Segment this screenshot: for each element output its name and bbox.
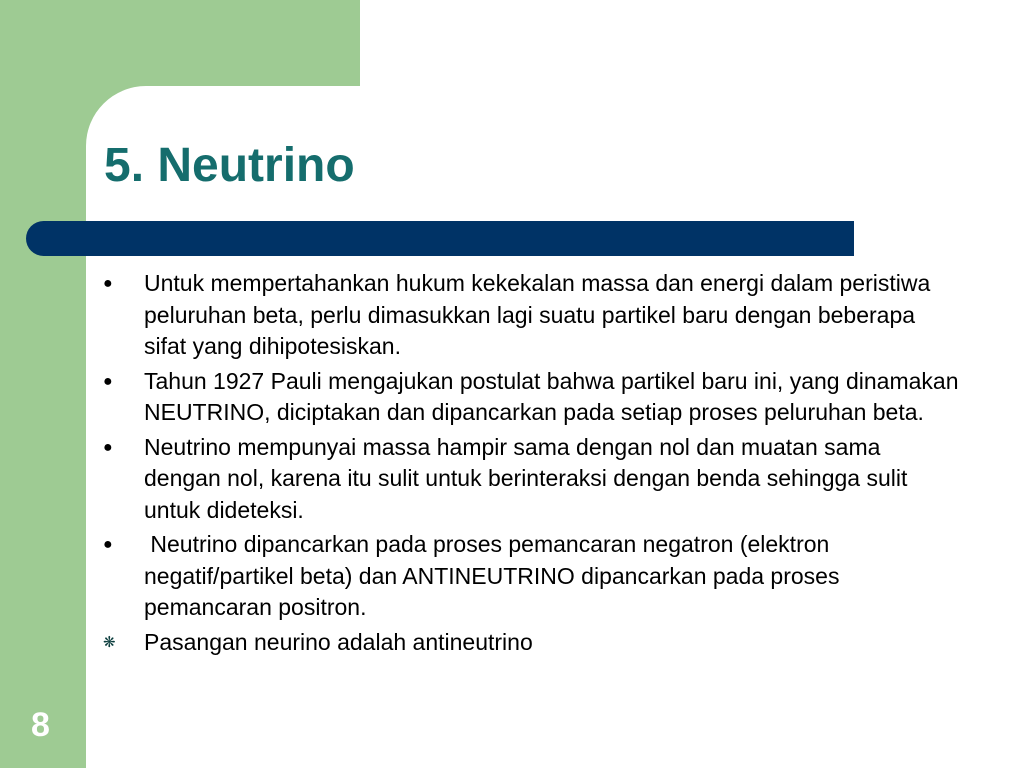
bullet-text: Neutrino dipancarkan pada proses pemancaran negatron (elektron negatif/partikel beta) dan ANTINEUTRINO dipancarkan pada proses pemancaran positron. (144, 531, 846, 620)
bullet-text: Tahun 1927 Pauli mengajukan postulat bahwa partikel baru ini, yang dinamakan NEUTRINO, diciptakan dan dipancarkan pada setiap proses peluruhan beta. (144, 367, 959, 425)
bullet-item (103, 627, 963, 659)
title-rule-bar (26, 221, 854, 256)
slide-number: 8 (31, 706, 50, 744)
bullet-item (103, 268, 963, 363)
bullet-text: Pasangan neurino adalah antineutrino (144, 628, 533, 655)
disc-bullet-icon: ● (103, 372, 113, 390)
disc-bullet-icon: ● (103, 438, 113, 456)
top-right-white-area (360, 0, 1024, 86)
bullet-item (103, 366, 963, 429)
slide-title: 5. Neutrino (104, 139, 355, 192)
bullet-item (103, 529, 963, 624)
bullet-text: Untuk mempertahankan hukum kekekalan massa dan energi dalam peristiwa peluruhan beta, perlu dimasukkan lagi suatu partikel baru dengan beberapa sifat yang dihipotesiskan. (144, 270, 931, 359)
disc-bullet-icon: ● (103, 275, 113, 292)
disc-bullet-icon: ● (103, 536, 113, 553)
bullet-list (103, 268, 963, 661)
snowflake-bullet-icon: ❋ (103, 633, 116, 651)
left-margin-band (0, 0, 86, 768)
top-left-corner-block (0, 0, 360, 86)
bullet-text: Neutrino mempunyai massa hampir sama dengan nol dan muatan sama dengan nol, karena itu sulit untuk berinteraksi dengan benda sehingga sulit untuk dideteksi. (144, 433, 908, 523)
bullet-item (103, 432, 963, 527)
